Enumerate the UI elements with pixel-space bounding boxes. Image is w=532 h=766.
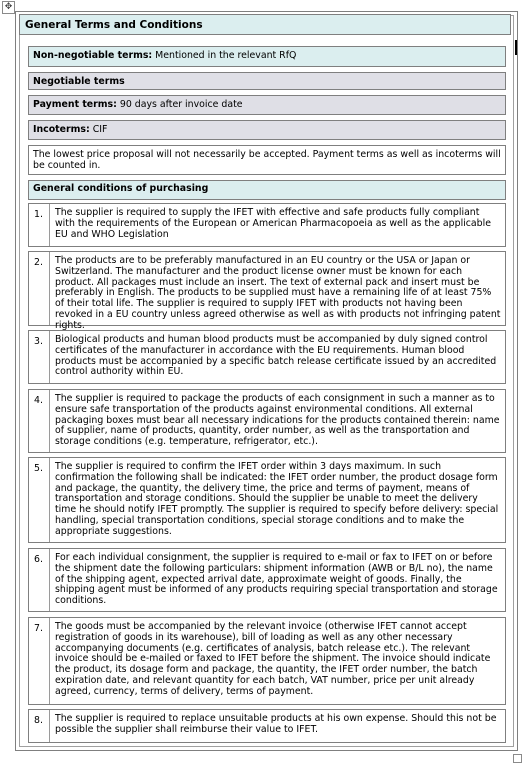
non-negotiable-value: Mentioned in the relevant RfQ [152, 50, 297, 61]
condition-item [28, 457, 506, 543]
non-negotiable-label: Non-negotiable terms: [33, 50, 153, 61]
incoterms-value: CIF [89, 124, 108, 135]
condition-text: The supplier is required to package the products of each consignment in such a manner as to ensure safe transportation of the products against environmental conditions. All external packaging boxes must bear all necessary indications for the products contained therein: name of supplier, name of products, quantity, order number, as well as the transportation and storage conditions (e.g. temperature, refrigerator, etc.). [55, 393, 500, 448]
condition-text: For each individual consignment, the supplier is required to e-mail or fax to IFET on or before the shipment date the following particulars: shipment information (AWB or B/L no), the name of the shipping agent, expected arrival date, approximate weight of goods. Finally, the shipping agent must be informed of any products requiring special transportation and storage conditions. [55, 552, 498, 607]
incoterms-label: Incoterms: [33, 124, 90, 135]
condition-text: Biological products and human blood products must be accompanied by duly signed control certificates of the manufacturer in accordance with the EU requirements. Human blood products must be accompanied by a specific batch release certificate issued by an accredited control authority within EU. [55, 334, 497, 378]
page-title: General Terms and Conditions [19, 14, 511, 35]
incoterms-row [28, 120, 506, 140]
table-resize-handle[interactable] [513, 754, 522, 763]
condition-text: The supplier is required to confirm the IFET order within 3 days maximum. In such confirmation the following shall be indicated: the IFET order number, the product dosage form and package, the quantity, the delivery time, the price and terms of payment, means of transportation and storage conditions. Should the supplier be unable to meet the delivery time he should notify IFET promptly. The supplier is required to specify before delivery: special handling, special transportation conditions, special storage conditions and to make the appropriate suggestions. [55, 461, 499, 537]
condition-text: The supplier is required to supply the IFET with effective and safe products fully compliant with the requirements of the European or American Pharmacopoeia as well as the applicable EU and WHO Legislation [55, 207, 491, 240]
condition-number: 6. [29, 549, 50, 611]
condition-text: The goods must be accompanied by the relevant invoice (otherwise IFET cannot accept registration of goods in its warehouse), bill of loading as well as any other necessary accompanying documents (e.g. certificates of analysis, batch release etc.). The relevant invoice should be e-mailed or faxed to IFET before the shipment. The invoice should indicate the product, its dosage form and package, the quantity, the IFET order number, the batch expiration date, and relevant quantity for each batch, VAT number, price per unit already agreed, currency, terms of delivery, terms of payment. [55, 621, 491, 697]
condition-item [28, 330, 506, 384]
condition-number: 1. [29, 204, 50, 246]
negotiable-terms-row [28, 72, 506, 90]
non-negotiable-terms-row [28, 46, 506, 67]
condition-text: The supplier is required to replace unsuitable products at his own expense. Should this not be possible the supplier shall reimburse their value to IFET. [55, 713, 497, 735]
condition-item [28, 251, 506, 331]
condition-item [28, 389, 506, 453]
condition-number: 2. [29, 252, 50, 325]
payment-value: 90 days after invoice date [116, 99, 243, 110]
payment-terms-row [28, 95, 506, 115]
general-conditions-title: General conditions of purchasing [28, 180, 506, 200]
condition-number: 4. [29, 390, 50, 452]
price-note: The lowest price proposal will not necessarily be accepted. Payment terms as well as incoterms will be counted in. [28, 145, 506, 175]
condition-number: 3. [29, 331, 50, 383]
condition-number: 8. [29, 710, 50, 742]
payment-label: Payment terms: [33, 99, 117, 110]
condition-number: 5. [29, 458, 50, 542]
condition-item [28, 203, 506, 247]
condition-item [28, 548, 506, 612]
condition-text: The products are to be preferably manufactured in an EU country or the USA or Japan or Switzerland. The manufacturer and the product license owner must be known for each product. All packages must include an insert. The text of external pack and insert must be preferably in English. The products to be supplied must have a remaining life of at least 75% of their total life. The supplier is required to supply IFET with products not having been revoked in a EU country unless agreed otherwise as well as with products not infringing patent rights. [55, 255, 501, 331]
condition-item [28, 709, 506, 743]
condition-item [28, 617, 506, 705]
table-move-handle[interactable]: ✥ [2, 1, 15, 14]
condition-number: 7. [29, 618, 50, 704]
negotiable-label: Negotiable terms [33, 76, 125, 87]
